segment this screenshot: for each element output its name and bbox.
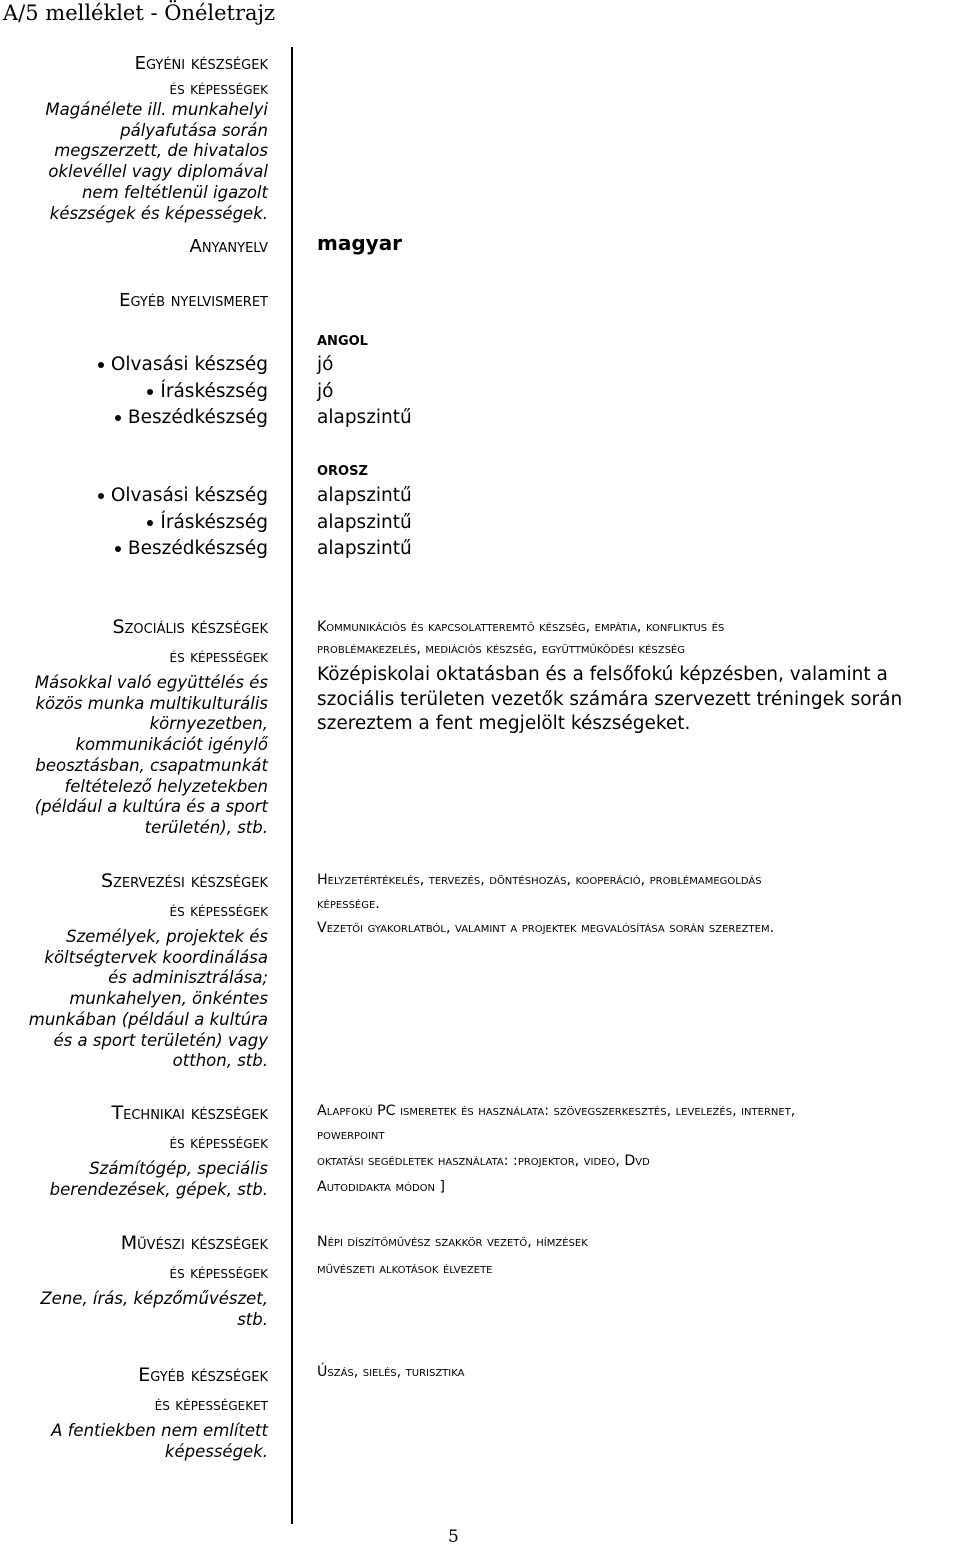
column-divider xyxy=(291,47,293,1524)
egyeni-section-label xyxy=(45,50,268,224)
desc-line: kommunikációt igénylő xyxy=(75,735,268,755)
skill-label: Íráskészség xyxy=(160,380,268,402)
desc-line: munkában (például a kultúra xyxy=(28,1009,268,1029)
anyanyelv-label: Anyanyelv xyxy=(189,236,268,257)
desc-line: Magánélete ill. munkahelyi xyxy=(45,100,268,119)
szervezesi-section-label xyxy=(29,866,268,1072)
szocialis-value xyxy=(317,616,902,737)
muveszi-heading-2: és képességek xyxy=(169,1263,268,1283)
page-title: A/5 melléklet - Önéletrajz xyxy=(3,1,276,25)
szocialis-value-text xyxy=(317,663,902,737)
desc-line: feltételező helyzetekben xyxy=(64,776,268,796)
bullet-icon xyxy=(147,389,153,395)
szocialis-section-label xyxy=(35,612,268,839)
desc-line: nem feltétlenül igazolt xyxy=(81,182,268,202)
skill-label: Olvasási készség xyxy=(110,354,268,375)
skill-label: Beszédkészség xyxy=(127,407,268,428)
desc-line: munkahelyen, önkéntes xyxy=(69,989,268,1009)
value-line: Autodidakta módon ] xyxy=(317,1179,446,1195)
language-skill xyxy=(98,379,268,406)
szocialis-heading-2: és képességek xyxy=(169,647,268,667)
desc-line: otthon, stb. xyxy=(172,1051,268,1071)
muveszi-section-label xyxy=(40,1228,268,1330)
desc-line: Zene, írás, képzőművészet, xyxy=(40,1289,268,1308)
value-line: Kommunikációs és kapcsolatteremtő készség, empátia, konfliktus és xyxy=(317,619,725,635)
desc-line: stb. xyxy=(237,1309,268,1329)
technikai-section-label xyxy=(50,1098,268,1200)
desc-line: pályafutása során xyxy=(120,120,268,140)
bullet-icon xyxy=(115,415,121,421)
language-levels-angol xyxy=(317,352,412,432)
value-line: Úszás, sielés, turisztika xyxy=(317,1364,465,1380)
page-number: 5 xyxy=(448,1527,459,1547)
muveszi-desc xyxy=(40,1289,268,1330)
bullet-icon xyxy=(147,520,153,526)
value-line: Középiskolai oktatásban és a felsőfokú képzésben, valamint a xyxy=(317,664,888,685)
skill-level: alapszintű xyxy=(317,485,412,506)
egyeb-desc xyxy=(51,1421,268,1462)
desc-line: és adminisztrálása; xyxy=(108,968,268,988)
desc-line: berendezések, gépek, stb. xyxy=(49,1179,268,1199)
egyeni-heading-2: és képességek xyxy=(169,79,268,99)
value-line: powerpoint xyxy=(317,1127,385,1143)
desc-line: költségtervek koordinálása xyxy=(44,947,268,967)
desc-line: oklevéllel vagy diplomával xyxy=(48,162,268,182)
skill-level: jó xyxy=(317,380,334,402)
value-line: Népi díszítőművész szakkör vezető, hímzések xyxy=(317,1234,588,1250)
technikai-heading-2: és képességek xyxy=(169,1133,268,1153)
language-name-orosz: OROSZ xyxy=(317,464,368,479)
technikai-heading: Technikai készségek xyxy=(111,1102,268,1124)
desc-line: és a sport területén) vagy xyxy=(53,1030,268,1050)
desc-line: Másokkal való együttélés és xyxy=(34,673,268,692)
desc-line: területén), stb. xyxy=(144,817,268,837)
language-skill xyxy=(98,510,268,537)
egyeni-heading: Egyéni készségek xyxy=(134,53,268,74)
technikai-value xyxy=(317,1099,795,1199)
value-line: képessége. xyxy=(317,896,380,912)
desc-line: Számítógép, speciális xyxy=(89,1159,268,1178)
skill-level: alapszintű xyxy=(317,511,412,533)
desc-line: Személyek, projektek és xyxy=(66,927,268,946)
skill-level: jó xyxy=(317,354,334,375)
desc-line: közös munka multikulturális xyxy=(35,693,268,713)
egyeb-nyelv-label: Egyéb nyelvismeret xyxy=(119,290,268,311)
muveszi-heading: Művészi készségek xyxy=(120,1232,268,1254)
desc-line: környezetben, xyxy=(149,714,268,734)
language-name-angol: ANGOL xyxy=(317,334,368,349)
szocialis-value-sc xyxy=(317,616,902,660)
bullet-icon xyxy=(98,493,104,499)
technikai-desc xyxy=(50,1159,268,1200)
value-line: Vezetői gyakorlatból, valamint a projektek megvalósítása során szereztem. xyxy=(317,920,775,936)
desc-line: A fentiekben nem említett xyxy=(51,1421,268,1440)
value-line: Helyzetértékelés, tervezés, döntéshozás, kooperáció, problémamegoldás xyxy=(317,872,762,888)
skill-label: Beszédkészség xyxy=(127,538,268,559)
language-skill xyxy=(98,536,268,563)
value-line: Alapfokú PC ismeretek és használata: szövegszerkesztés, levelezés, internet, xyxy=(317,1103,796,1119)
bullet-icon xyxy=(115,546,121,552)
desc-line: képességek. xyxy=(164,1441,268,1461)
value-line: művészeti alkotások élvezete xyxy=(317,1261,493,1277)
szocialis-heading: Szociális készségek xyxy=(112,616,268,638)
egyeb-heading-2: és képességeket xyxy=(154,1395,268,1415)
language-levels-orosz xyxy=(317,483,412,563)
szervezesi-desc xyxy=(29,927,268,1072)
anyanyelv-value: magyar xyxy=(317,231,403,255)
skill-label: Íráskészség xyxy=(160,511,268,533)
value-line: szereztem a fent megjelölt készségeket. xyxy=(317,713,691,734)
szervezesi-heading-2: és képességek xyxy=(169,901,268,921)
desc-line: (például a kultúra és a sport xyxy=(34,797,268,817)
skill-level: alapszintű xyxy=(317,407,412,428)
language-skill xyxy=(98,352,268,379)
desc-line: készségek és képességek. xyxy=(49,203,268,223)
value-line: problémakezelés, mediációs készség, együttműködési készség xyxy=(317,641,685,657)
language-skill xyxy=(98,405,268,432)
language-skills-orosz xyxy=(98,483,268,563)
language-skill xyxy=(98,483,268,510)
skill-label: Olvasási készség xyxy=(110,485,268,506)
muveszi-value xyxy=(317,1229,588,1283)
value-line: szociális területen vezetők számára szervezett tréningek során xyxy=(317,688,903,710)
skill-level: alapszintű xyxy=(317,538,412,559)
value-line: oktatási segédletek használata: :projektor, video, Dvd xyxy=(317,1153,650,1169)
desc-line: megszerzett, de hivatalos xyxy=(54,141,268,161)
egyeb-section-label xyxy=(51,1360,268,1462)
egyeb-value xyxy=(317,1360,464,1384)
bullet-icon xyxy=(98,362,104,368)
desc-line: beosztásban, csapatmunkát xyxy=(35,755,268,775)
szocialis-desc xyxy=(35,673,268,839)
egyeb-heading: Egyéb készségek xyxy=(138,1364,268,1386)
egyeni-desc xyxy=(45,100,268,224)
language-skills-angol xyxy=(98,352,268,432)
szervezesi-value xyxy=(317,868,774,940)
szervezesi-heading: Szervezési készségek xyxy=(100,870,268,892)
